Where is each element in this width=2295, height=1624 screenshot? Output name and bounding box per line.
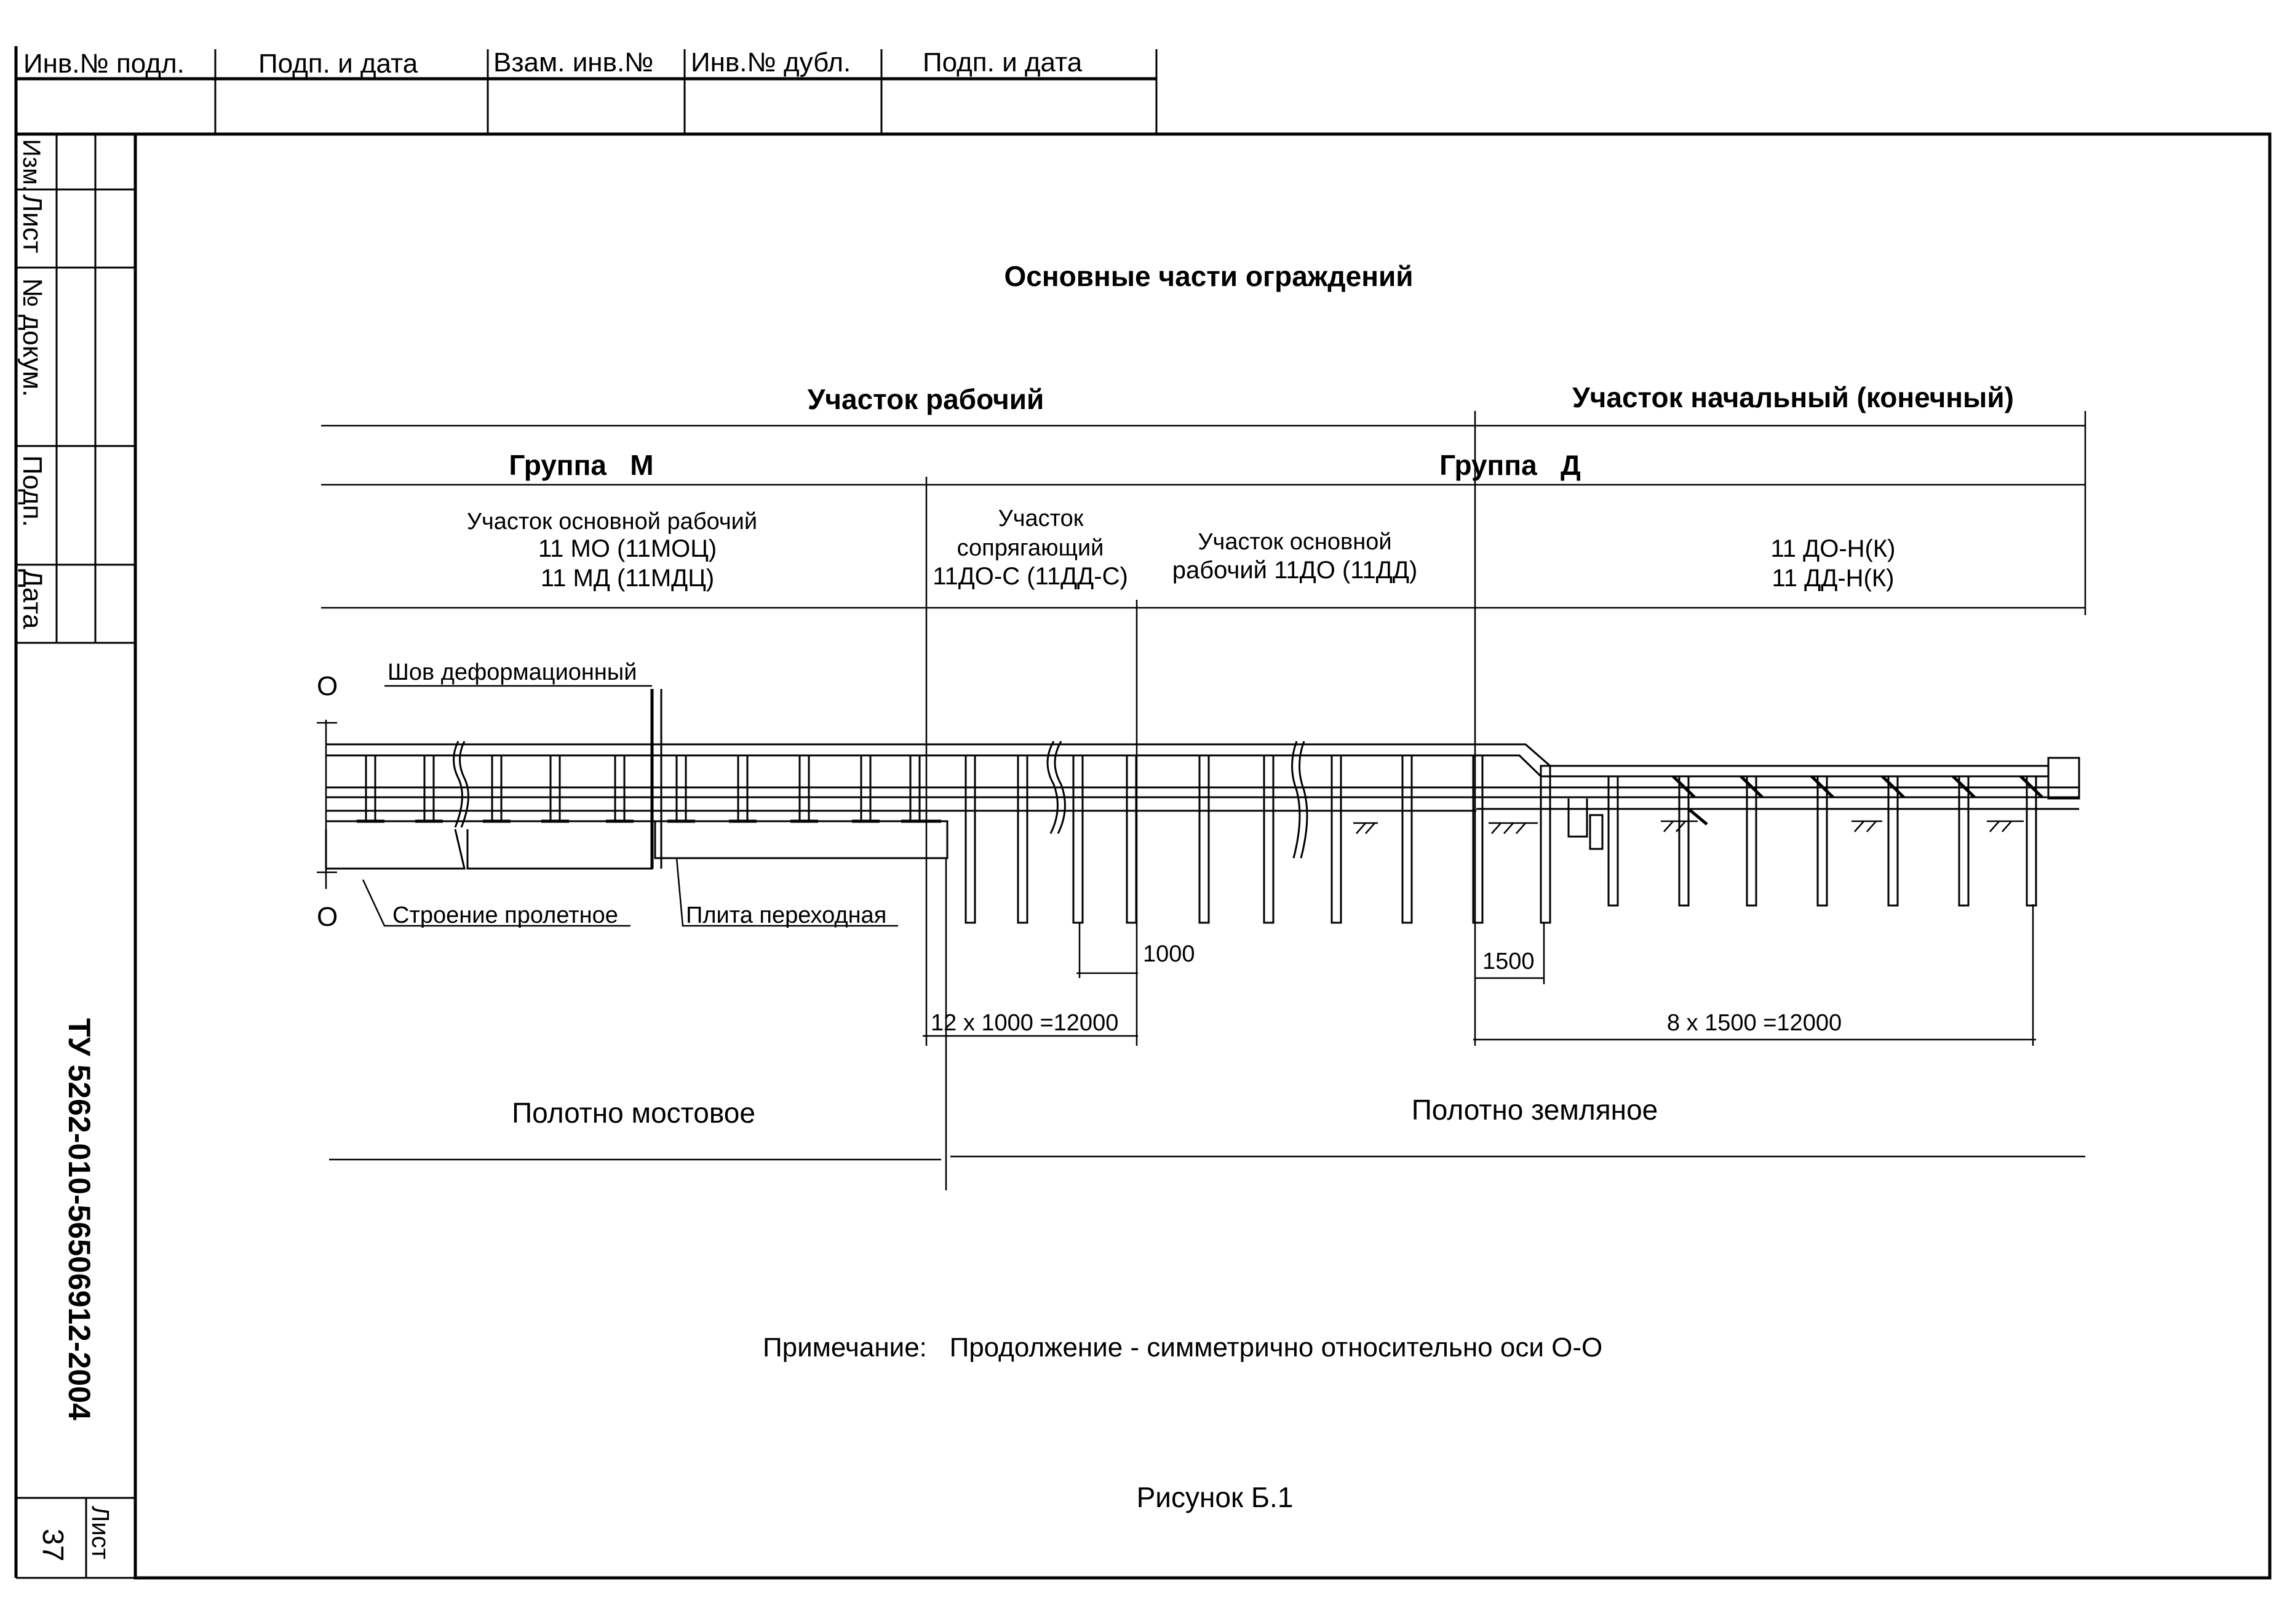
earth-deck-label: Полотно земляное (1411, 1094, 1658, 1126)
figure-caption: Рисунок Б.1 (1136, 1481, 1294, 1513)
side-stamp (16, 134, 135, 1578)
axis-bottom-label: О (317, 902, 338, 932)
sheet-number: 37 (36, 1529, 69, 1562)
terminal-line2: 11 ДД-Н(К) (1772, 565, 1895, 592)
dim-1000: 1000 (1143, 941, 1195, 967)
main-working-m-line1: Участок основной рабочий (466, 509, 758, 535)
document-code: ТУ 5262-010-56506912-2004 (62, 1018, 97, 1420)
fence-drawing (317, 615, 2085, 1190)
dim-8x1500: 8 х 1500 =12000 (1666, 1010, 1842, 1036)
stamp-vzam-inv: Взам. инв.№ (493, 47, 654, 78)
stamp-inv-dubl: Инв.№ дубл. (691, 47, 851, 78)
slab-label: Плита переходная (686, 902, 887, 928)
stamp-list: Лист (17, 194, 47, 253)
bridge-deck-label: Полотно мостовое (512, 1097, 755, 1129)
main-working-m-line2: 11 МО (11МОЦ) (538, 535, 717, 562)
header-grid (321, 381, 2085, 615)
stamp-inv-podl: Инв.№ подл. (23, 49, 185, 79)
span-label: Строение пролетное (392, 902, 618, 928)
main-working-d-line2: рабочий 11ДО (11ДД) (1172, 557, 1418, 584)
connecting-line3: 11ДО-С (11ДД-С) (933, 563, 1128, 590)
connecting-line2: сопрягающий (957, 535, 1104, 561)
ground-posts-1500 (1569, 776, 2042, 906)
stamp-podp-data-1: Подп. и дата (258, 49, 418, 79)
stamp-podp-data-2: Подп. и дата (923, 47, 1083, 78)
sheet-label: Лист (87, 1506, 114, 1559)
dim-1500: 1500 (1482, 949, 1535, 974)
joint-label: Шов деформационный (388, 659, 637, 685)
main-working-d-line1: Участок основной (1198, 529, 1392, 555)
stamp-n-dokum: № докум. (17, 278, 47, 397)
stamp-data: Дата (17, 569, 47, 629)
note: Примечание: Продолжение - симметрично относительно оси О-О (763, 1332, 1603, 1363)
stamp-podp: Подп. (17, 455, 47, 527)
ground-posts-1000 (966, 755, 1550, 923)
axis-top-label: О (317, 671, 338, 701)
main-working-m-line3: 11 МД (11МДЦ) (540, 565, 715, 592)
drawing-title: Основные части ограждений (1004, 260, 1414, 292)
group-d: Группа Д (1439, 449, 1581, 481)
terminal-line1: 11 ДО-Н(К) (1770, 535, 1896, 562)
section-working: Участок рабочий (807, 383, 1044, 415)
stamp-izm: Изм. (18, 139, 45, 192)
section-start-end: Участок начальный (конечный) (1572, 381, 2014, 413)
group-m: Группа М (509, 449, 654, 481)
dim-12x1000: 12 х 1000 =12000 (931, 1010, 1119, 1036)
connecting-line1: Участок (998, 506, 1084, 531)
